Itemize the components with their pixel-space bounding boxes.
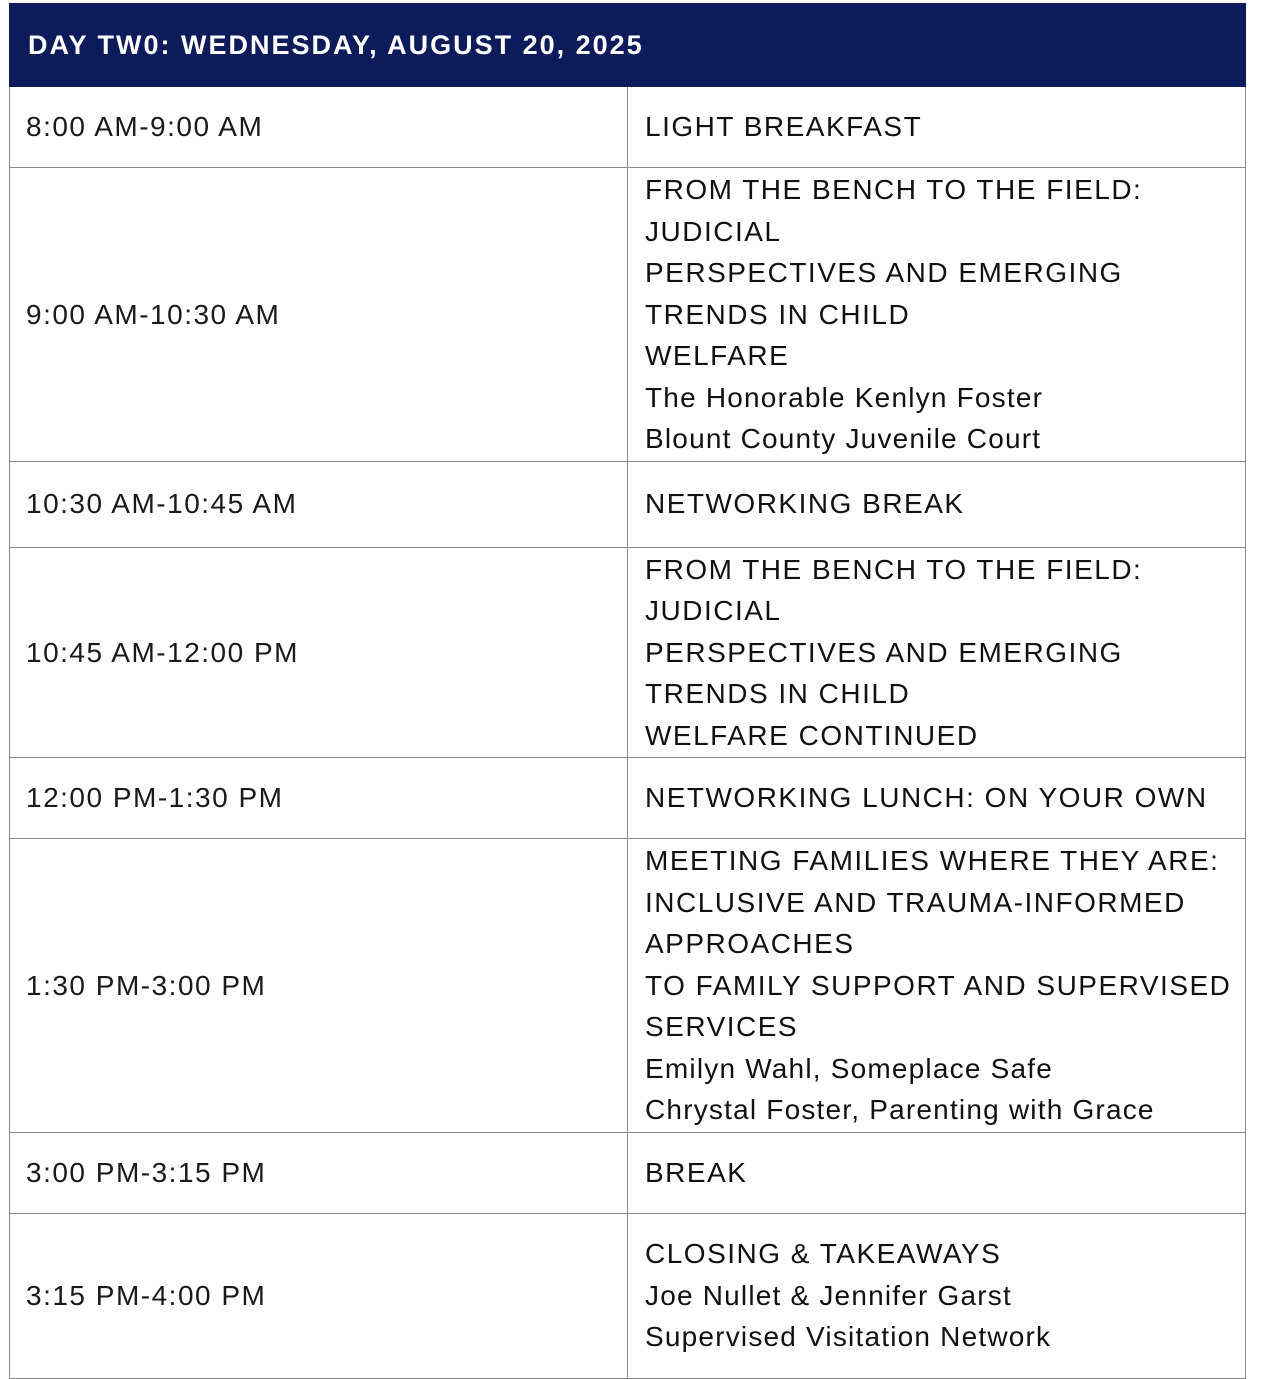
session-title-line: FROM THE BENCH TO THE FIELD: JUDICIAL [645, 174, 1143, 247]
session-cell [628, 461, 1246, 547]
time-slot: 1:30 PM-3:00 PM [10, 839, 628, 1133]
session-cell [628, 1213, 1246, 1378]
session-title-line: WELFARE [645, 340, 790, 371]
session-cell [628, 1132, 1246, 1213]
session-cell [628, 758, 1246, 839]
day-title: DAY TW0: WEDNESDAY, AUGUST 20, 2025 [10, 4, 1246, 87]
agenda-row [10, 461, 1246, 547]
session-title-text: WELFARE [645, 719, 790, 751]
agenda-table [9, 3, 1246, 1379]
session-title-line: TO FAMILY SUPPORT AND SUPERVISED SERVICES [645, 969, 1232, 1042]
session-title: BREAK [645, 1156, 748, 1188]
agenda-row [10, 547, 1246, 758]
session-title-line: PERSPECTIVES AND EMERGING TRENDS IN CHILD [645, 257, 1123, 330]
session-title: LIGHT BREAKFAST [645, 111, 923, 143]
agenda-row [10, 1132, 1246, 1213]
agenda-row [10, 758, 1246, 839]
session-title: NETWORKING LUNCH: ON YOUR OWN [645, 782, 1208, 814]
session-cell [628, 87, 1246, 168]
time-slot: 3:15 PM-4:00 PM [10, 1213, 628, 1378]
speaker-name: The Honorable Kenlyn Foster [645, 381, 1044, 413]
speaker-affiliation: Blount County Juvenile Court [645, 423, 1042, 454]
session-title-line: PERSPECTIVES AND EMERGING TRENDS IN CHILD [645, 636, 1123, 709]
session-title-line: MEETING FAMILIES WHERE THEY ARE: [645, 845, 1220, 876]
time-slot: 12:00 PM-1:30 PM [10, 758, 628, 839]
time-slot: 10:45 AM-12:00 PM [10, 547, 628, 758]
session-title: NETWORKING BREAK [645, 488, 965, 520]
agenda-row [10, 168, 1246, 462]
session-cell [628, 547, 1246, 758]
agenda-row [10, 1213, 1246, 1378]
speaker-name: Emilyn Wahl, Someplace Safe [645, 1052, 1053, 1084]
session-title-line: INCLUSIVE AND TRAUMA-INFORMED APPROACHES [645, 886, 1186, 959]
time-slot: 10:30 AM-10:45 AM [10, 461, 628, 547]
session-title: CLOSING & TAKEAWAYS [645, 1238, 1002, 1270]
time-slot: 9:00 AM-10:30 AM [10, 168, 628, 462]
time-slot: 8:00 AM-9:00 AM [10, 87, 628, 168]
time-slot: 3:00 PM-3:15 PM [10, 1132, 628, 1213]
session-title-line: FROM THE BENCH TO THE FIELD: JUDICIAL [645, 553, 1143, 626]
agenda-row [10, 839, 1246, 1133]
continued-label: CONTINUED [789, 719, 979, 751]
session-title-line [645, 715, 1235, 757]
agenda-header-row [10, 4, 1246, 87]
speaker-name: Joe Nullet & Jennifer Garst [645, 1279, 1012, 1311]
agenda-row [10, 87, 1246, 168]
session-cell [628, 168, 1246, 462]
session-cell [628, 839, 1246, 1133]
speaker-affiliation: Supervised Visitation Network [645, 1321, 1052, 1353]
speaker-name: Chrystal Foster, Parenting with Grace [645, 1094, 1155, 1125]
